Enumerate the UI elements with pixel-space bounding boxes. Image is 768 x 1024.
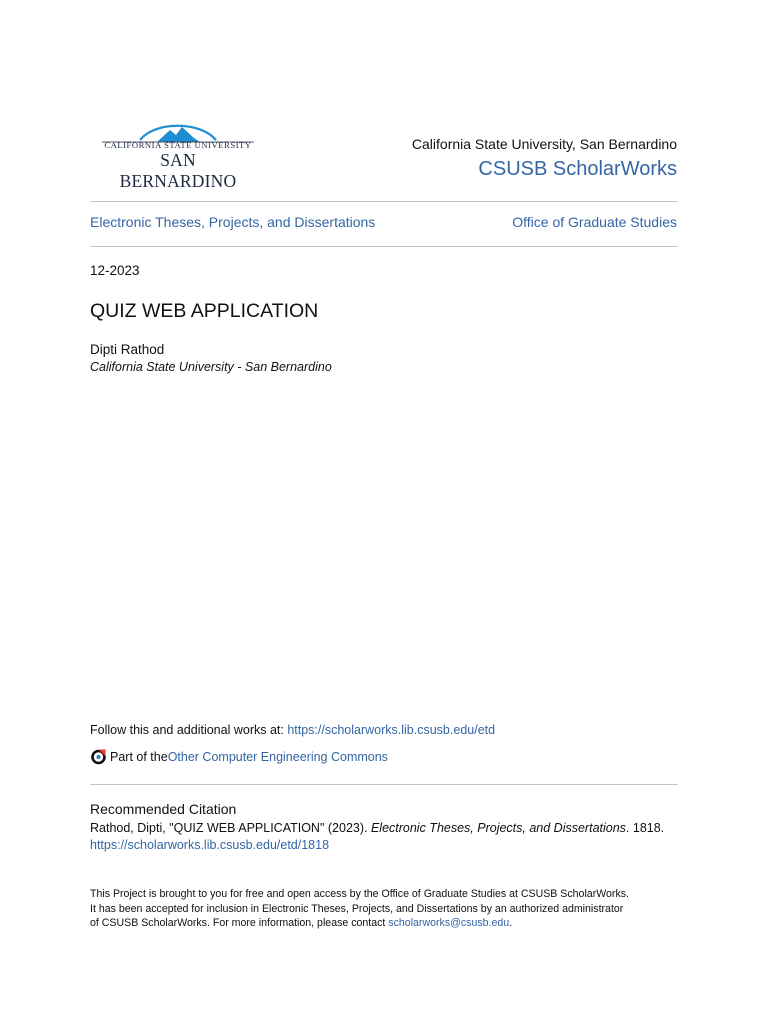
bepress-commons-icon <box>90 748 107 765</box>
notice-line-1: This Project is brought to you for free and open access by the Office of Graduate Studies at CSUSB ScholarWorks. <box>90 888 629 900</box>
document-title: QUIZ WEB APPLICATION <box>90 300 319 322</box>
university-logo <box>100 118 258 191</box>
logo-line-1: CALIFORNIA STATE UNIVERSITY <box>104 140 252 150</box>
part-of-line <box>90 748 388 765</box>
follow-line <box>90 723 495 737</box>
access-notice <box>90 887 680 931</box>
series-link[interactable]: Electronic Theses, Projects, and Dissertations <box>90 214 376 230</box>
divider <box>90 201 678 202</box>
scholarworks-link[interactable]: CSUSB ScholarWorks <box>478 158 677 180</box>
part-of-label: Part of the <box>110 749 168 764</box>
university-name: California State University, San Bernardino <box>411 136 677 152</box>
logo-line-2: SAN BERNARDINO <box>119 150 237 191</box>
divider <box>90 246 678 247</box>
citation-text <box>90 821 664 835</box>
notice-line-3 <box>90 916 680 931</box>
citation-series: Electronic Theses, Projects, and Dissertations <box>370 821 626 835</box>
notice-line-2: It has been accepted for inclusion in Electronic Theses, Projects, and Dissertations by an authorized administrator <box>90 902 624 915</box>
author-affiliation: California State University - San Bernardino <box>90 360 332 374</box>
citation-url-link[interactable]: https://scholarworks.lib.csusb.edu/etd/1818 <box>90 838 330 852</box>
commons-link[interactable]: Other Computer Engineering Commons <box>167 749 388 764</box>
graduate-studies-link[interactable]: Office of Graduate Studies <box>512 214 677 230</box>
follow-url-link[interactable]: https://scholarworks.lib.csusb.edu/etd <box>287 723 496 737</box>
publication-date: 12-2023 <box>90 263 140 278</box>
notice-line-3-suffix: . <box>509 917 513 929</box>
follow-label: Follow this and additional works at: <box>90 723 288 737</box>
citation-suffix: . 1818. <box>625 821 665 835</box>
notice-line-3-prefix: of CSUSB ScholarWorks. For more information, please contact <box>90 917 389 929</box>
author-name: Dipti Rathod <box>90 342 165 357</box>
divider <box>90 784 678 785</box>
citation-heading: Recommended Citation <box>90 801 237 817</box>
citation-prefix: Rathod, Dipti, "QUIZ WEB APPLICATION" (2023). <box>90 821 371 835</box>
contact-email-link[interactable]: scholarworks@csusb.edu <box>388 917 510 929</box>
